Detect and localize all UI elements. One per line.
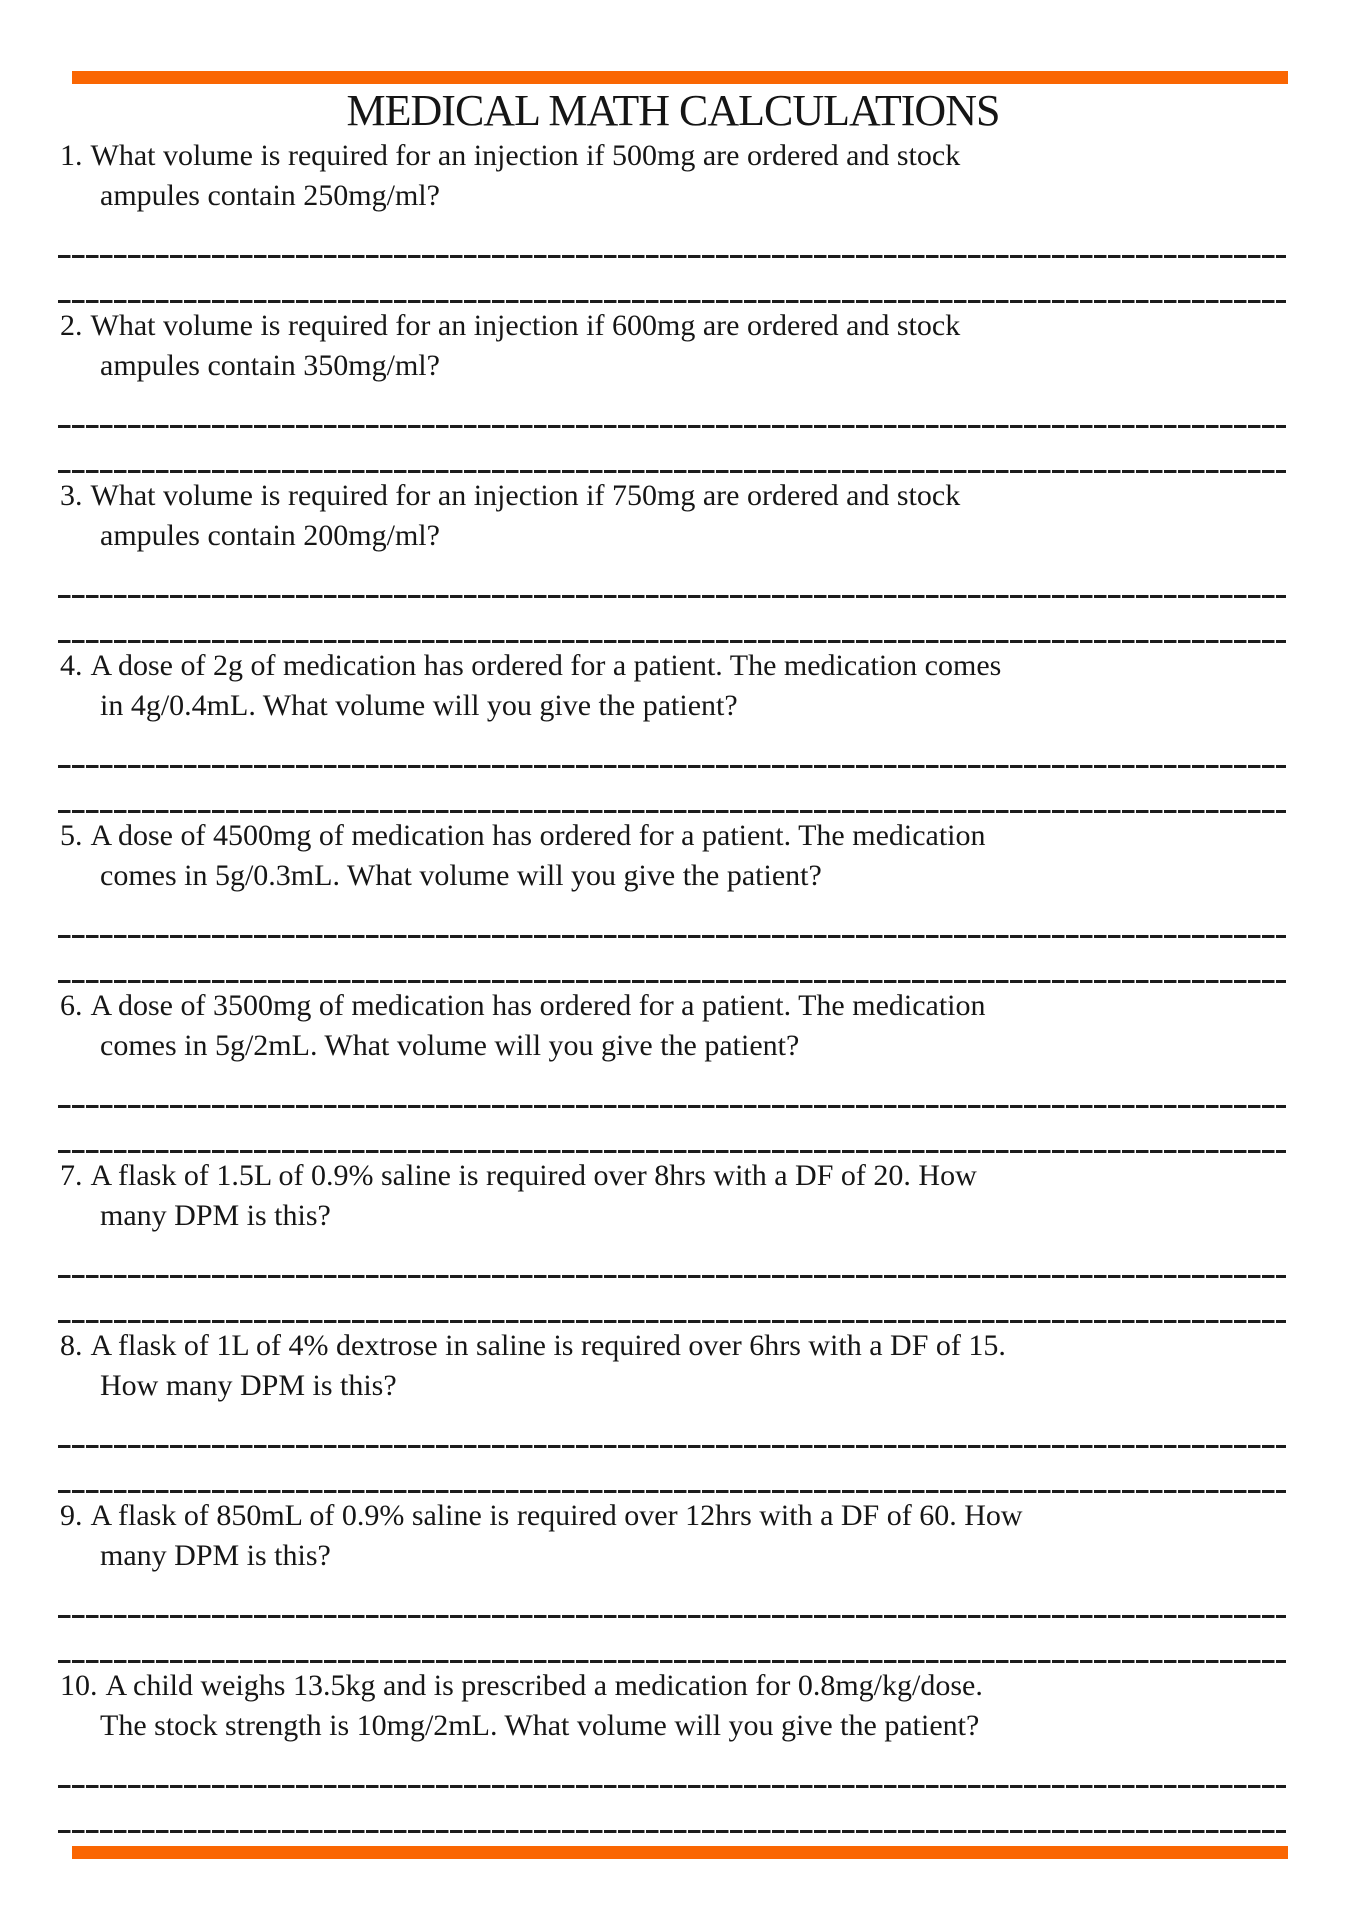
question-line2: The stock strength is 10mg/2mL. What volume will you give the patient?	[100, 1709, 980, 1742]
bottom-accent-bar	[72, 1846, 1288, 1859]
answer-line	[58, 1490, 1286, 1493]
answer-line	[58, 1785, 1286, 1788]
question-number: 4.	[60, 649, 83, 682]
question-text	[58, 1326, 1288, 1406]
question-text	[58, 986, 1288, 1066]
question-line2: many DPM is this?	[100, 1539, 331, 1572]
answer-line	[58, 255, 1286, 258]
answer-line	[58, 640, 1286, 643]
question-block	[58, 1156, 1288, 1326]
answer-line	[58, 1105, 1286, 1108]
question-number: 1.	[60, 139, 83, 172]
question-block	[58, 1496, 1288, 1666]
answer-line	[58, 470, 1286, 473]
question-block	[58, 136, 1288, 306]
question-text	[58, 816, 1288, 896]
question-block	[58, 306, 1288, 476]
question-list	[58, 136, 1288, 1836]
question-number: 3.	[60, 479, 83, 512]
answer-line	[58, 595, 1286, 598]
question-line2: comes in 5g/0.3mL. What volume will you give the patient?	[100, 859, 822, 892]
question-line1: A flask of 1L of 4% dextrose in saline is required over 6hrs with a DF of 15.	[90, 1329, 1006, 1362]
question-text	[58, 306, 1288, 386]
question-text	[58, 1666, 1288, 1746]
question-number: 6.	[60, 989, 83, 1022]
question-block	[58, 1666, 1288, 1836]
question-text	[58, 1496, 1288, 1576]
answer-line	[58, 1615, 1286, 1618]
answer-line	[58, 810, 1286, 813]
question-first-line	[58, 1666, 1288, 1706]
question-first-line	[58, 1156, 1288, 1196]
question-line1: A child weighs 13.5kg and is prescribed a medication for 0.8mg/kg/dose.	[105, 1669, 983, 1702]
question-first-line	[58, 986, 1288, 1026]
answer-line	[58, 1830, 1286, 1833]
question-line2: many DPM is this?	[100, 1199, 331, 1232]
question-line1: What volume is required for an injection if 600mg are ordered and stock	[90, 309, 961, 342]
answer-line	[58, 980, 1286, 983]
question-first-line	[58, 1326, 1288, 1366]
question-text	[58, 136, 1288, 216]
question-line1: What volume is required for an injection if 500mg are ordered and stock	[90, 139, 961, 172]
question-line2: comes in 5g/2mL. What volume will you give the patient?	[100, 1029, 800, 1062]
answer-line	[58, 935, 1286, 938]
page-title: MEDICAL MATH CALCULATIONS	[346, 86, 1000, 135]
question-number: 8.	[60, 1329, 83, 1362]
question-first-line	[58, 136, 1288, 176]
question-first-line	[58, 816, 1288, 856]
answer-line	[58, 1275, 1286, 1278]
question-line1: A dose of 2g of medication has ordered for a patient. The medication comes	[90, 649, 1002, 682]
question-number: 7.	[60, 1159, 83, 1192]
answer-line	[58, 765, 1286, 768]
question-first-line	[58, 1496, 1288, 1536]
answer-line	[58, 1320, 1286, 1323]
question-line2: How many DPM is this?	[100, 1369, 397, 1402]
question-text	[58, 1156, 1288, 1236]
question-line2: ampules contain 250mg/ml?	[100, 179, 440, 212]
question-text	[58, 476, 1288, 556]
answer-line	[58, 1445, 1286, 1448]
question-line1: A flask of 850mL of 0.9% saline is required over 12hrs with a DF of 60. How	[90, 1499, 1023, 1532]
answer-line	[58, 1660, 1286, 1663]
question-line2: ampules contain 200mg/ml?	[100, 519, 440, 552]
question-block	[58, 476, 1288, 646]
worksheet-content	[58, 0, 1288, 1859]
question-block	[58, 1326, 1288, 1496]
question-first-line	[58, 646, 1288, 686]
top-accent-bar	[72, 71, 1288, 84]
answer-line	[58, 300, 1286, 303]
answer-line	[58, 1150, 1286, 1153]
question-number: 2.	[60, 309, 83, 342]
question-number: 9.	[60, 1499, 83, 1532]
question-line1: A flask of 1.5L of 0.9% saline is required over 8hrs with a DF of 20. How	[90, 1159, 977, 1192]
question-line2: ampules contain 350mg/ml?	[100, 349, 440, 382]
question-first-line	[58, 306, 1288, 346]
question-block	[58, 986, 1288, 1156]
question-number: 5.	[60, 819, 83, 852]
question-block	[58, 816, 1288, 986]
question-line1: A dose of 4500mg of medication has ordered for a patient. The medication	[90, 819, 986, 852]
question-block	[58, 646, 1288, 816]
question-text	[58, 646, 1288, 726]
question-line1: What volume is required for an injection if 750mg are ordered and stock	[90, 479, 961, 512]
answer-line	[58, 425, 1286, 428]
question-number: 10.	[60, 1669, 98, 1702]
question-line1: A dose of 3500mg of medication has ordered for a patient. The medication	[90, 989, 986, 1022]
question-first-line	[58, 476, 1288, 516]
question-line2: in 4g/0.4mL. What volume will you give the patient?	[100, 689, 738, 722]
